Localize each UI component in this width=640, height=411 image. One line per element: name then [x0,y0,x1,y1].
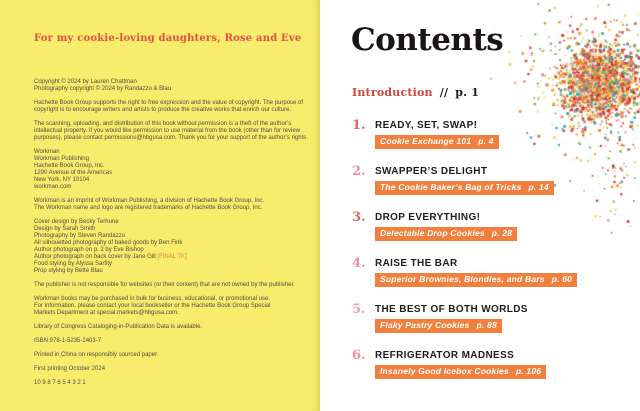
colophon-line: Workman Publishing [34,156,89,162]
colophon-line: Photography copyright © 2024 by Randazzo & Blau [34,86,172,92]
colophon-line: Hachette Book Group supports the right to free expression and the value of copyright. The purpose of [34,100,304,106]
chapter-subtitle-chip [375,365,546,379]
chapter-title: REFRIGERATOR MADNESS [375,349,515,361]
colophon-line: The publisher is not responsible for websites (or their content) that are not owned by the publisher. [34,282,295,288]
colophon-line: Food styling by Alyssa Sarfity [34,261,113,267]
chapter-title: DROP EVERYTHING! [375,211,481,223]
chapter-number: 6. [352,348,366,363]
colophon-line: New York, NY 10104 [34,177,90,183]
colophon-paragraph [34,219,296,275]
colophon-line: Printed in China on responsibly sourced paper. [34,352,159,358]
chapter-subtitle: Insanely Good Icebox Cookies [380,366,509,376]
colophon-paragraph [34,296,296,317]
chapter-entry-body [375,165,554,195]
colophon [34,79,308,394]
chapter-subtitle-chip [375,227,517,241]
chapter-entry-body [375,303,536,333]
chapter-page-number: p. 14 [528,182,549,192]
introduction-separator: // [439,86,449,99]
chapter-subtitle: Superior Brownies, Blondies, and Bars [380,274,545,284]
colophon-line: First printing October 2024 [34,366,106,372]
contents-entry [352,119,632,149]
chapter-title: THE BEST OF BOTH WORLDS [375,303,528,315]
contents-entry [352,303,632,333]
colophon-line: Library of Congress Cataloging-in-Publication Data is available. [34,324,203,330]
colophon-line: intellectual property. If you would like permission to use material from the book (other than for review [34,128,301,134]
colophon-line: purposes), please contact permissions@hbgusa.com. Thank you for your support of the author’s rights. [34,135,308,141]
chapter-subtitle-chip [375,135,499,149]
chapter-number: 5. [352,302,366,317]
colophon-line: 1290 Avenue of the Americas [34,170,112,176]
chapter-page-number: p. 28 [491,228,513,238]
colophon-paragraph [34,366,296,373]
page-title: Contents [351,22,504,58]
chapter-subtitle: The Cookie Baker’s Bag of Tricks [380,182,522,192]
chapter-number: 1. [352,118,366,133]
colophon-line: For information, please contact your local bookseller or the Hachette Book Group Special [34,303,271,309]
colophon-line: 10 9 8 7 6 5 4 3 2 1 [34,380,86,386]
colophon-line: Design by Sarah Smith [34,226,96,232]
chapter-page-number: p. 88 [476,320,497,330]
colophon-line: Prop styling by Bette Blau [34,268,103,274]
colophon-line: Workman is an imprint of Workman Publishing, a division of Hachette Book Group, Inc. [34,198,265,204]
chapter-subtitle: Flaky Pastry Cookies [380,320,470,330]
chapter-subtitle: Delectable Drop Cookies [380,228,485,238]
contents-entry [352,257,632,287]
chapter-entry-body [375,257,577,287]
colophon-paragraph [34,79,296,93]
colophon-paragraph [34,282,296,289]
chapter-title: RAISE THE BAR [375,257,458,269]
colophon-line: Author photograph on p. 2 by Eve Bishop [34,247,144,253]
chapter-subtitle-chip [375,181,554,195]
chapter-entry-body [375,211,517,241]
dedication-text: For my cookie-loving daughters, Rose and Eve [34,33,302,44]
contents-entry [352,165,632,195]
chapter-subtitle-chip [375,273,577,287]
contents-entries [352,119,632,395]
introduction-page-number: p. 1 [455,86,480,99]
chapter-page-number: p. 106 [515,366,542,376]
colophon-paragraph [34,352,296,359]
colophon-line: Hachette Book Group, Inc. [34,163,105,169]
chapter-subtitle: Cookie Exchange 101 [380,136,472,146]
colophon-line: ISBN 978-1-5235-2403-7 [34,338,102,344]
chapter-page-number: p. 60 [551,274,573,284]
chapter-title: SWAPPER’S DELIGHT [375,165,488,177]
colophon-line: The Workman name and logo are registered trademarks of Hachette Book Group, Inc. [34,205,263,211]
colophon-line: Author photograph on back cover by Jane Gill [FINAL TK] [34,254,187,260]
colophon-paragraph [34,380,296,387]
contents-entry [352,349,632,379]
colophon-paragraph [34,338,296,345]
introduction-entry [352,86,479,99]
colophon-paragraph [34,198,296,212]
colophon-line: Markets Department at special.markets@hbgusa.com. [34,310,179,316]
chapter-number: 2. [352,164,366,179]
colophon-line: Photography by Steven Randazzo [34,233,126,239]
colophon-line: Copyright © 2024 by Lauren Chattman [34,79,137,85]
chapter-title: READY, SET, SWAP! [375,119,478,131]
chapter-entry-body [375,119,499,149]
chapter-number: 3. [352,210,366,225]
introduction-label: Introduction [352,86,433,99]
colophon-line: Workman [34,149,60,155]
colophon-paragraph [34,324,296,331]
colophon-line: copyright is to encourage writers and artists to produce the creative works that enrich our culture. [34,107,292,113]
final-tk-note: [FINAL TK] [157,254,187,260]
colophon-line: All silhouetted photography of baked goods by Ben Fink [34,240,183,246]
colophon-line: The scanning, uploading, and distribution of this book without permission is a theft of the author’s [34,121,292,127]
colophon-paragraph [34,149,296,191]
colophon-line: Cover design by Becky Terhune [34,219,119,225]
chapter-page-number: p. 4 [478,136,494,146]
colophon-line: Workman books may be purchased in bulk for business, educational, or promotional use. [34,296,271,302]
colophon-paragraph [34,121,308,142]
contents-page [320,0,640,411]
chapter-number: 4. [352,256,366,271]
colophon-paragraph [34,100,304,114]
colophon-line: workman.com [34,184,72,190]
chapter-entry-body [375,349,546,379]
chapter-subtitle-chip [375,319,502,333]
contents-entry [352,211,632,241]
